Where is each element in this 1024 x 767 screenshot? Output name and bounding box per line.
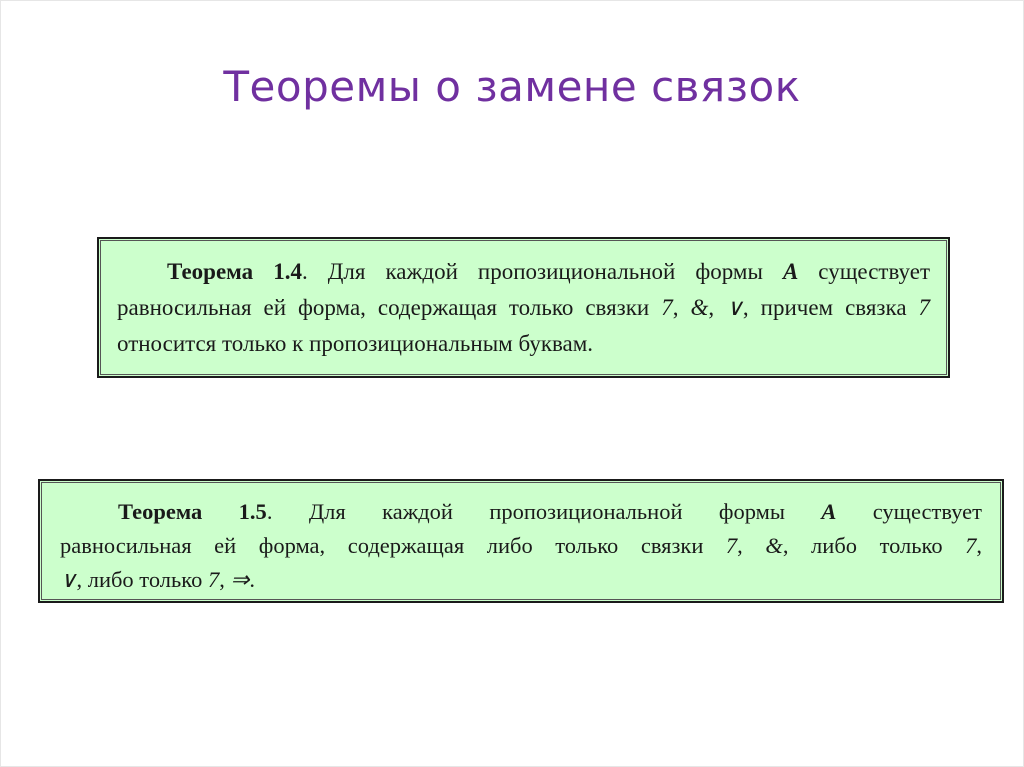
theorem-1-4-line-2 <box>117 290 930 326</box>
negation-symbol: 7 <box>725 533 738 558</box>
disjunction-symbol: ∨ <box>726 295 743 320</box>
theorem-1-4-text: , причем связка <box>742 295 919 320</box>
theorem-1-5-text: , <box>976 533 983 558</box>
theorem-1-4-text: , <box>708 295 727 320</box>
theorem-1-5-line-1 <box>60 495 982 529</box>
theorem-1-4-line-3: относится только к пропозициональным буквам. <box>117 331 594 356</box>
theorem-1-5-text: , либо только <box>782 533 966 558</box>
slide-title: Теоремы о замене связок <box>223 62 801 111</box>
theorem-1-4-text: равносильная ей форма, содержащая только связки <box>117 295 662 320</box>
theorem-1-5-text: равносильная ей форма, содержащая либо только связки <box>60 533 726 558</box>
conjunction-symbol: & <box>690 295 709 320</box>
negation-symbol: 7 <box>661 295 673 320</box>
implication-symbol: ⇒ <box>230 567 250 592</box>
theorem-1-5-line-2 <box>60 529 982 563</box>
theorem-1-5-text: , <box>219 567 231 592</box>
formula-variable-a: A <box>782 259 799 284</box>
theorem-1-4-text: , <box>672 295 691 320</box>
disjunction-symbol: ∨ <box>60 567 77 592</box>
negation-symbol: 7 <box>207 567 220 592</box>
theorem-1-4-label: Теорема 1.4 <box>167 259 302 284</box>
formula-variable-a: A <box>821 499 837 524</box>
theorem-1-5-text: существует <box>836 499 982 524</box>
theorem-1-5-text: , либо только <box>76 567 208 592</box>
theorem-1-5-text: , <box>737 533 766 558</box>
theorem-1-4-line-1 <box>117 254 930 290</box>
theorem-1-4-box <box>97 237 950 378</box>
theorem-1-5-line-3 <box>60 563 982 597</box>
theorem-1-5-label: Теорема 1.5 <box>118 499 267 524</box>
conjunction-symbol: & <box>765 533 783 558</box>
negation-symbol: 7 <box>918 295 931 320</box>
theorem-1-5-box <box>38 479 1004 603</box>
theorem-1-4-text: существует <box>798 259 930 284</box>
theorem-1-4-text: . Для каждой пропозициональной формы <box>301 259 783 284</box>
negation-symbol: 7 <box>965 533 977 558</box>
theorem-1-5-text: . Для каждой пропозициональной формы <box>266 499 822 524</box>
theorem-1-5-text: . <box>249 567 255 592</box>
